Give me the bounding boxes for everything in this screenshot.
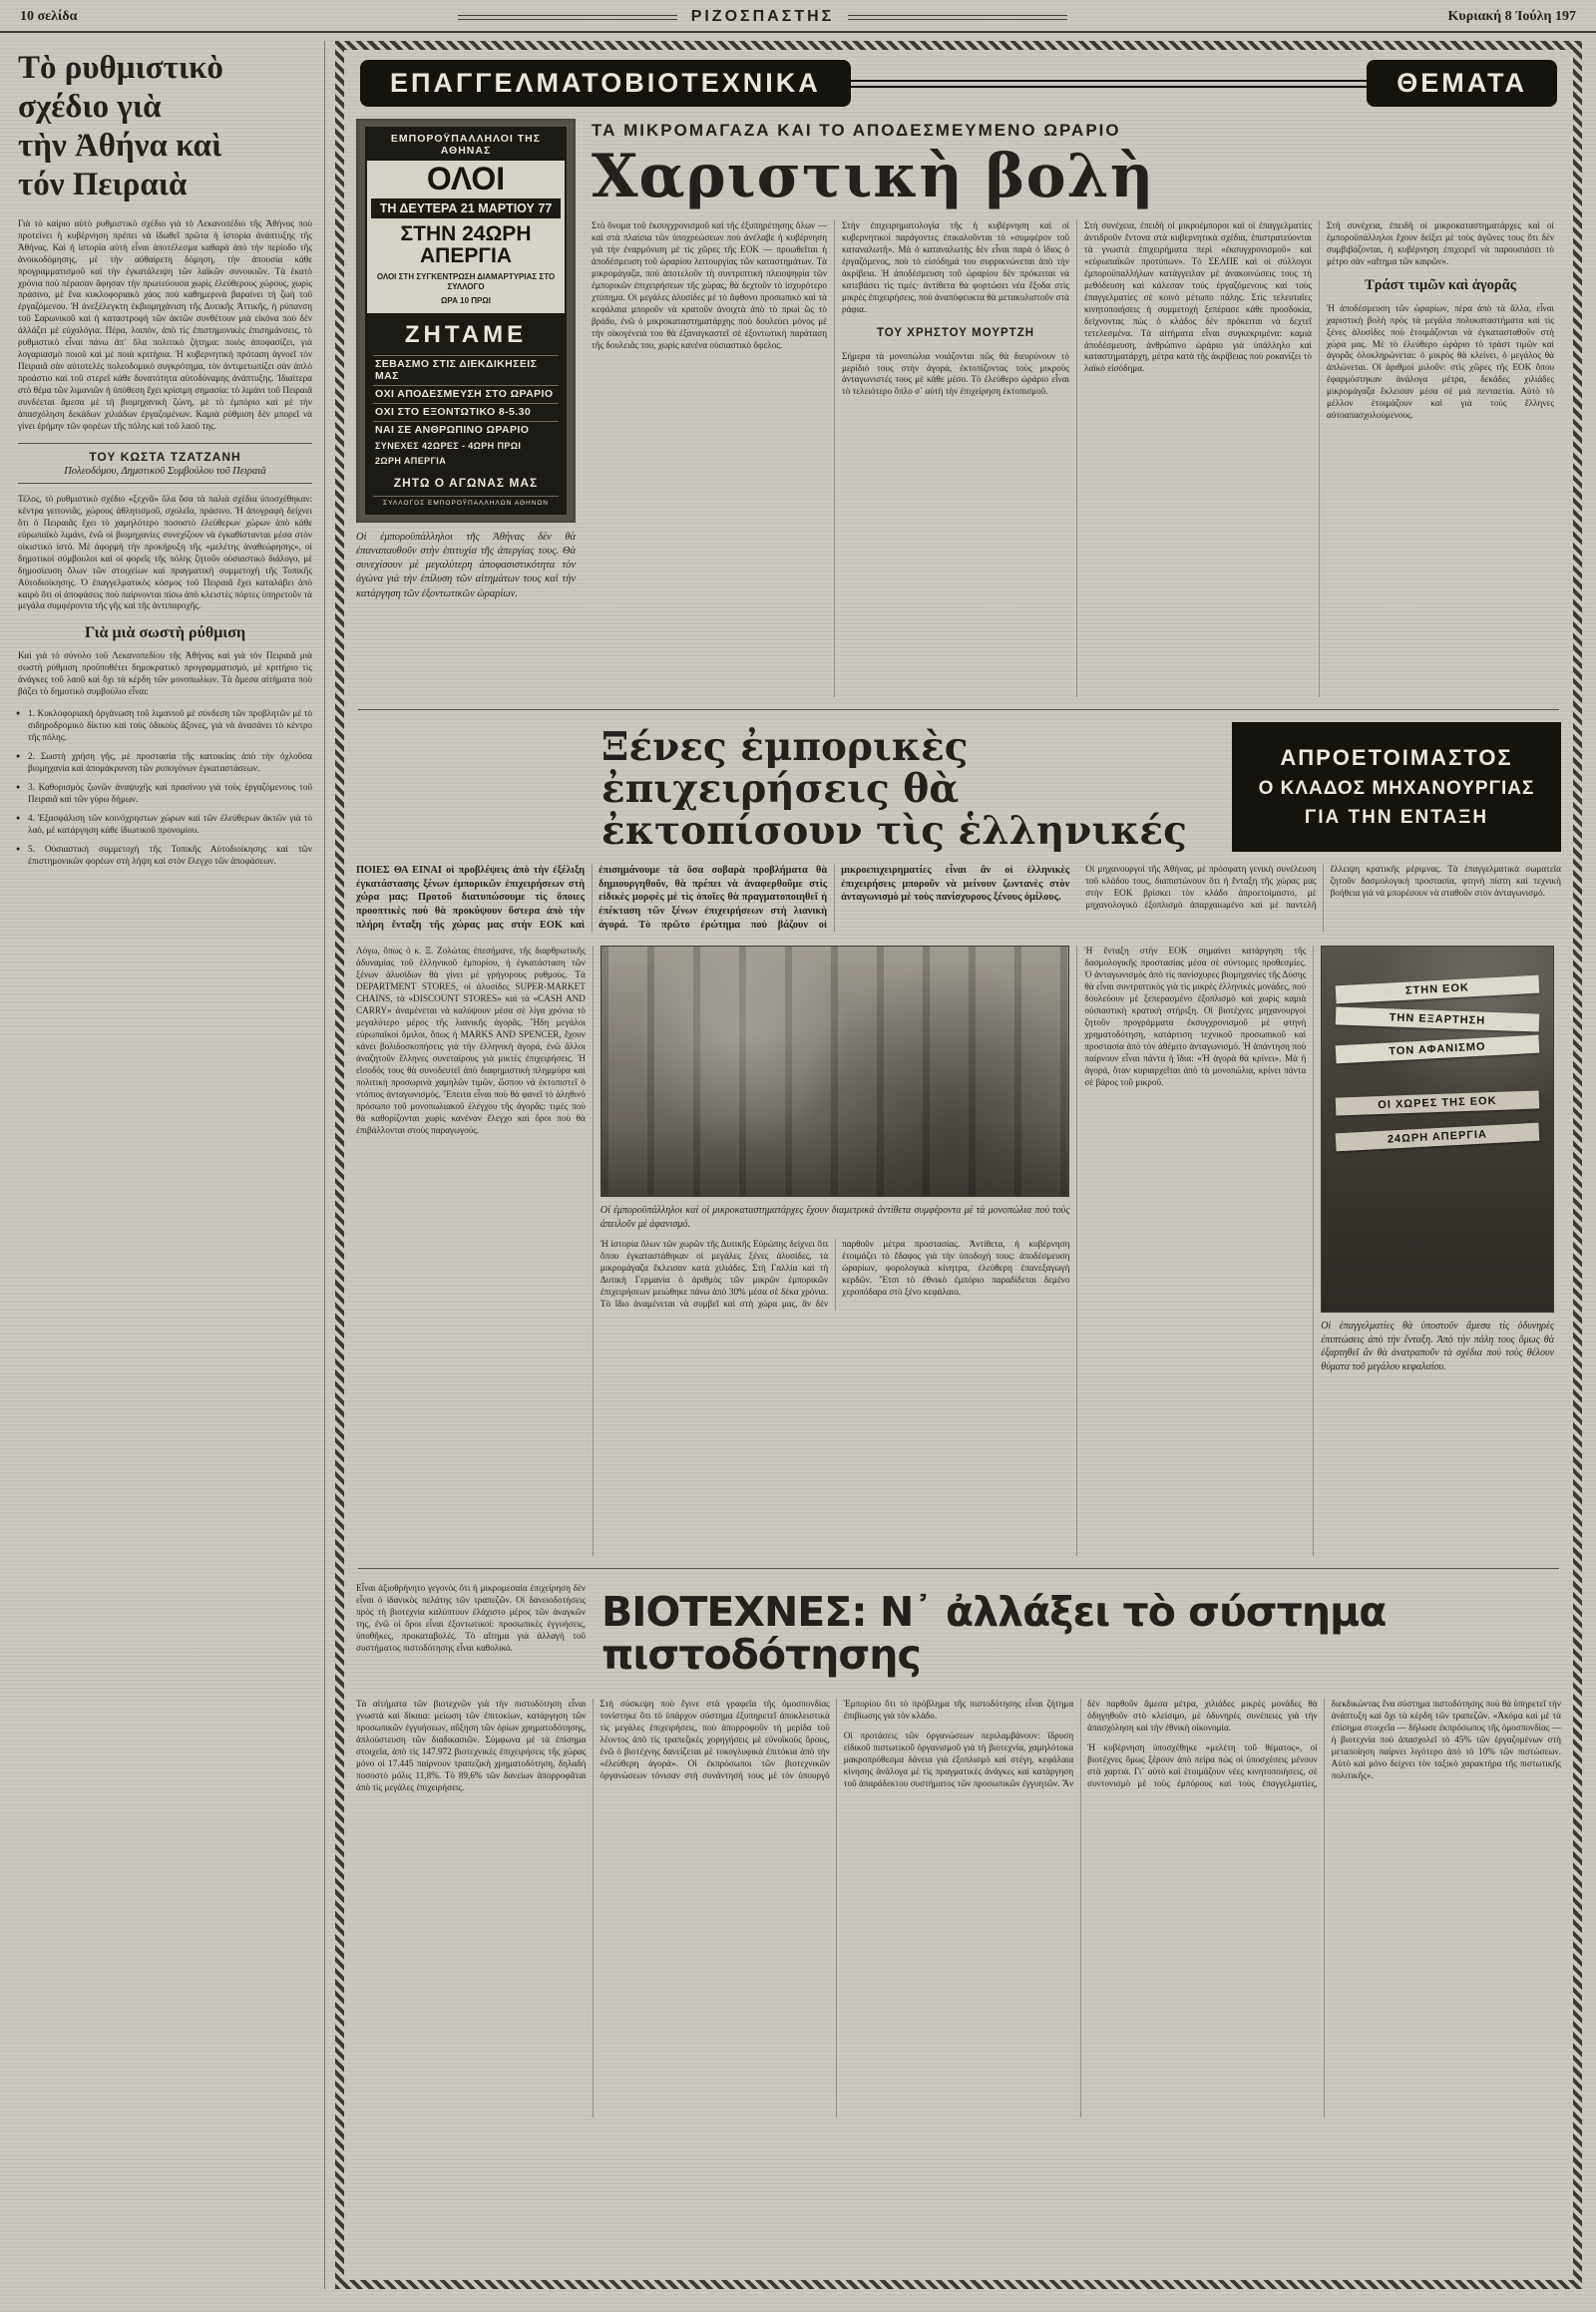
two-column-text [600,1239,1070,1311]
banner-right: ΘΕΜΑΤΑ [1367,60,1557,107]
body-text: Στὴ συνέχεια, ἐπειδὴ οἱ μικροκαταστηματάρχες καὶ οἱ ἐμποροϋπάλληλοι ἔχουν δείξει μὲ τοὺς ἀγῶνες τους ὅτι δὲν συμβιβάζονται, ἡ κυβέρνηση ἐπιχειρεῖ νὰ παρουσιάσει τὸ μέτρο σὰν «αἴτημα τῶν καιρῶν». [1327,220,1554,266]
foreign-article-header [356,722,1561,855]
banner-strip: ΤΗΝ ΕΞΑΡΤΗΣΗ [1336,1007,1539,1032]
foreign-article-lead: ΠΟΙΕΣ ΘΑ ΕΙΝΑΙ οἱ προβλέψεις ἀπὸ τὴν ἐξέλιξη ἐγκατάστασης ξένων ἐμπορικῶν ἐπιχειρήσεων στὴ χώρα μας; Προτοῦ διατυπώσουμε τὶς ὅποιες προοπτικὲς ποὺ θὰ προκύψουν ὕστερα ἀπὸ τὴν πλήρη ἔνταξη τῆς χώρας μας στὴν ΕΟΚ καὶ ἐπισημάνουμε τὰ ὅσα σοβαρὰ προβλήματα θὰ δημιουργηθοῦν, θὰ πρέπει νὰ ἀναφερθοῦμε στὶς εἰδικὲς μορφὲς μὲ τὶς ὁποῖες θὰ πραγματοποιηθεῖ ἡ ἐπέκταση τῶν ξένων ἐπιχειρήσεων στὴ λιανικὴ ἀγορά. Τὸ πρῶτο ἐρώτημα ποὺ βάζουν οἱ μικροεπιχειρηματίες εἶναι ἂν οἱ ἑλληνικὲς ἐπιχειρήσεις μποροῦν νὰ μείνουν ζωντανὲς στὸν ἀνταγωνισμὸ μὲ τοὺς πανίσχυρους ξένους ὁμίλους. [356,865,1070,931]
poster-date: ΤΗ ΔΕΥΤΕΡΑ 21 ΜΑΡΤΙΟΥ 77 [371,198,561,218]
poster-demand: ΟΧΙ ΣΤΟ ΕΞΟΝΤΩΤΙΚΟ 8-5.30 [373,403,559,421]
machinists-box [1232,722,1561,852]
article-column [356,946,593,1556]
body-text: Τὰ αἰτήματα τῶν βιοτεχνῶν γιὰ τὴν πιστοδότηση εἶναι γνωστὰ καὶ δίκαια: μείωση τῶν ἐπιτοκίων, κατάργηση τῶν προσωπικῶν ἐγγυήσεων, αὔξηση τῶν ὁρίων χρηματοδότησης, ἁπλούστευση τῶν διαδικασιῶν. Σύμφωνα μὲ τὰ ἐπίσημα στοιχεῖα, ἀπὸ τὶς 147.972 βιοτεχνικὲς ἐπιχειρήσεις τῆς χώρας μόνο οἱ 17.445 παίρνουν τραπεζικὴ χρηματοδότηση, δηλαδὴ ποσοστὸ μόλις 11,8%. Τὸ 89,6% τῶν δανείων ἀπορροφᾶται ἀπὸ τὶς μεγάλες ἐπιχειρήσεις. [356,1699,587,1792]
article-column-with-photo [1313,946,1561,1556]
strike-poster [365,127,567,515]
article-column [1319,220,1561,697]
poster-time-line: ΩΡΑ 10 ΠΡΩΙ [440,296,492,306]
left-article-body: Γιὰ τὸ καίριο αὐτὸ ρυθμιστικὸ σχέδιο γιὰ τὸ Λεκανοπέδιο τῆς Ἀθήνας ποὺ προτείνει ἡ κυβέρνηση πρέπει νὰ ἰδωθεῖ πρῶτα ἡ ἱστορία ἀνάπτυξης τῆς Ἀθήνας. Καὶ ἡ ἱστορία αὐτὴ εἶναι ἀποτέλεσμα καθαρὰ ἀπὸ τὴν περίοδο τῆς ἀνοικοδόμησης, μὲ τὴν αὐθαίρετη δόμηση, τὴν ἀπουσία κάθε προγραμματισμοῦ καὶ τὴν ἐγκατάλειψη τῶν λαϊκῶν συνοικιῶν. Τὰ ἑκατὸ χρόνια ποὺ πέρασαν ἄφησαν τὴν πρωτεύουσα χωρὶς ἐλεύθερους χώρους, χωρὶς πράσινο, μὲ ἕνα κυκλοφοριακὸ χάος ποὺ καθημερινὰ βαραίνει τὴ ζωὴ τοῦ ἐργαζόμενου. Ἡ ἀνεξέλεγκτη ἐκβιομηχάνιση τῆς Δυτικῆς Ἀττικῆς, ἡ ρύπανση τοῦ Σαρωνικοῦ καὶ ἡ καταστροφὴ τῶν ἀκτῶν συνθέτουν μιὰ εἰκόνα ποὺ δὲν ἀλλάζει μὲ εὐχολόγια. Πέρα, λοιπόν, ἀπὸ τὶς ἐπιστημονικὲς ἐπισημάνσεις, τὸ ρυθμιστικὸ εἶναι πάνω ἀπ᾿ ὅλα πολιτικὸ ζήτημα: ποιὸς ἀποφασίζει, γιὰ λογαριασμὸ ποιοῦ καὶ μὲ ποιὰ κριτήρια. Ἡ κυβερνητικὴ πρόταση ἀγνοεῖ τὸν Πειραιᾶ σὰν αὐτοτελὲς πολεοδομικὸ συγκρότημα, τὸν ἀντιμετωπίζει σὰν ἁπλὸ προάστιο καὶ τοῦ στερεῖ κάθε δυνατότητα αὐτοδύναμης ἀνάπτυξης. Ἰδιαίτερα στὸ θέμα τῶν λιμανιῶν ἡ ὑπόθεση ἔχει κρίσιμη σημασία: τὸ λιμάνι τοῦ Πειραιᾶ συνδέεται ἄμεσα μὲ τὴ βιομηχανικὴ ζώνη, μὲ τὸ ἐμπόριο καὶ μὲ τὴν ἀπασχόληση δεκάδων χιλιάδων ἐργαζομένων. Καμιὰ ρύθμιση δὲν μπορεῖ νὰ γίνει ἐρήμην τῶν φορέων τῆς πόλης καὶ τοῦ λαοῦ της. [18,217,312,431]
body-text: Στὴν ἐπιχειρηματολογία τῆς ἡ κυβέρνηση καὶ οἱ κυβερνητικοὶ παράγοντες ἐπικαλοῦνται τὸ «συμφέρον τοῦ καταναλωτῆ». Μὰ ὁ καταναλωτὴς δὲν εἶναι παρὰ ὁ ἴδιος ὁ ἐργαζόμενος, ποὺ τὸ εἰσόδημά του συρρικνώνεται ἀπὸ τὴν ἀκρίβεια. Ἡ ἀποδέσμευση τοῦ ὡραρίου δὲν πρόκειται νὰ κατεβάσει τὶς τιμές· ἀντίθετα θὰ φορτώσει νέα ἔξοδα στὶς μικρὲς ἐπιχειρήσεις, ποὺ ἀναπόφευκτα θὰ μετακυλιστοῦν στὰ ράφια. [842,220,1069,314]
left-article [14,41,325,2289]
section-banners [360,60,1557,107]
poster-gather-line: ΟΛΟΙ ΣΤΗ ΣΥΓΚΕΝΤΡΩΣΗ ΔΙΑΜΑΡΤΥΡΙΑΣ ΣΤΟ ΣΥΛΛΟΓΟ [376,271,556,292]
craft-article-header [356,1583,1561,1687]
body-text: Ἡ κυβέρνηση ὑποσχέθηκε «μελέτη τοῦ θέματος», οἱ βιοτέχνες ὅμως ξέρουν ἀπὸ πείρα πὼς οἱ ὑποσχέσεις μένουν στὰ χαρτιά. Γι᾿ αὐτὸ καὶ ἑτοιμάζουν νέες κινητοποιήσεις, σὲ συντονισμὸ μὲ τοὺς ἐμπόρους καὶ τοὺς ἐπαγγελματίες, διεκδικώντας ἕνα σύστημα πιστοδότησης ποὺ θὰ ὑπηρετεῖ τὴν ἀνάπτυξη καὶ ὄχι τὰ κέρδη τῶν τραπεζῶν. «Ἀκόμα καὶ μὲ τὰ ἐπίσημα στοιχεῖα — δήλωσε ἐκπρόσωπος τῆς ὁμοσπονδίας — ἡ βιοτεχνία ποὺ ἀπασχολεῖ τὸ 45% τῶν ἐργαζομένων στὴ μεταποίηση παίρνει λιγότερο ἀπὸ τὸ 10% τῶν πιστώσεων. Αὐτὸ καὶ μόνο δείχνει τὸν ταξικὸ χαρακτήρα τῆς πιστωτικῆς πολιτικῆς». [1087,1699,1561,1788]
box-line: ΑΠΡΟΕΤΟΙΜΑΣΤΟΣ [1280,745,1513,771]
poster-demand: 2ΩΡΗ ΑΠΕΡΓΙΑ [375,456,447,467]
main-article-columns [592,220,1561,697]
banner-divider [845,80,1374,88]
main-article-byline: ΤΟΥ ΧΡΗΣΤΟΥ ΜΟΥΡΤΖΗ [876,326,1035,339]
title-line: σχέδιο γιὰ [18,88,162,125]
title-line: τὴν Ἀθήνα καὶ [18,127,222,164]
foreign-article-headline: Ξένες ἐμπορικὲς ἐπιχειρήσεις θὰ ἐκτοπίσουν τὶς ἑλληνικές [601,724,1187,855]
poster-demand: ΣΕΒΑΣΜΟ ΣΤΙΣ ΔΙΕΚΔΙΚΗΣΕΙΣ ΜΑΣ [373,355,559,385]
poster-column [356,119,576,697]
byline-role: Πολεοδόμου, Δημοτικοῦ Συμβούλου τοῦ Πειραιᾶ [64,465,266,477]
article-column [1076,946,1313,1556]
box-line: ΓΙΑ ΤΗΝ ΕΝΤΑΞΗ [1304,807,1489,829]
building-banners-photo [1321,946,1554,1313]
list-item: ● 3. Καθορισμὸς ζωνῶν ἀναψυχῆς καὶ πρασίνου γιὰ τοὺς ἐργαζόμενους τοῦ Πειραιᾶ καὶ τῶν γύρω δήμων. [18,782,312,806]
section-divider [358,709,1559,710]
body-text: Ἡ ἔνταξη στὴν ΕΟΚ σημαίνει κατάργηση τῆς δασμολογικῆς προστασίας μέσα σὲ σύντομες προθεσμίες. Ὁ ἀνταγωνισμὸς ἀπὸ τὶς πανίσχυρες βιομηχανίες τῆς Δύσης θὰ εἶναι συντριπτικὸς γιὰ τὶς μικρὲς ἑλληνικὲς μονάδες, ποὺ δουλεύουν μὲ ξεπερασμένο ἐξοπλισμὸ καὶ χωρὶς καμιὰ οὐσιαστικὴ κρατικὴ στήριξη. Οἱ βιοτέχνες μηχανουργοὶ ζητοῦν προγράμματα ἐκσυγχρονισμοῦ μὲ φτηνὴ χρηματοδότηση, κατάρτιση τεχνικοῦ προσωπικοῦ καὶ προστασία ἀπὸ τὸν ἀθέμιτο ἀνταγωνισμό. Ἡ ἀπάντηση ποὺ παίρνουν εἶναι πάντα ἡ ἴδια: «Ἡ ἀγορὰ θὰ κρίνει». Μὰ ἡ ἀγορά, ὅταν κυριαρχεῖται ἀπὸ τὰ μονοπώλια, κρίνει πάντα σὲ βάρος τοῦ μικροῦ. [1084,946,1307,1087]
page-number-label: 10 σελίδα [20,9,78,24]
left-article-byline [18,443,312,484]
main-article-headline: Χαριστικὴ βολὴ [592,142,1155,211]
craft-article-headline: ΒΙΟΤΕΧΝΕΣ: Ν᾿ ἀλλάξει τὸ σύστημα πιστοδότησης [601,1588,1387,1680]
poster-caption: Οἱ ἐμποροϋπάλληλοι τῆς Ἀθήνας δὲν θὰ ἐπαναπαυθοῦν στὴν ἐπιτυχία τῆς ἀπεργίας τους. Θὰ συνεχίσουν μὲ μεγαλύτερη ἀποφασιστικότητα τὸν ἀγώνα γιὰ τὴν ἐπίλυση τῶν αἰτημάτων τους καὶ τὴν κατάργηση τῶν ἐξοντωτικῶν ὡραρίων. [356,531,576,599]
body-text: Σήμερα τὰ μονοπώλια νοιάζονται πῶς θὰ διευρύνουν τὸ μερίδιό τους στὴν ἀγορά, ἐκτοπίζοντας τοὺς μικροὺς ἀνταγωνιστές τους μὲ κάθε μέσο. Τὸ ἐλεύθερο ὡράριο εἶναι τὸ τελειότερο ὅπλο σ᾿ αὐτὴ τὴν ἐπιχείρηση ἐκτοπισμοῦ. [842,350,1069,397]
poster-demands-block [367,313,565,513]
page-content [0,33,1596,2289]
foreign-article-body [356,946,1561,1556]
page-header [0,0,1596,33]
foreign-article-lead-row [356,864,1561,932]
masthead: ΡΙΖΟΣΠΑΣΤΗΣ [458,8,1068,26]
main-article [356,119,1561,697]
poster-footer: ΣΥΛΛΟΓΟΣ ΕΜΠΟΡΟΫΠΑΛΛΗΛΩΝ ΑΘΗΝΩΝ [373,496,559,507]
column-spacer [356,722,586,852]
title-line: τόν Πειραιὰ [18,166,188,202]
poster-demand: ΝΑΙ ΣΕ ΑΝΘΡΩΠΙΝΟ ΩΡΑΡΙΟ [373,421,559,439]
left-article-body: Τέλος, τὸ ρυθμιστικὸ σχέδιο «ξεχνᾶ» ὅλα ὅσα τὰ παλιὰ σχέδια ὑποσχέθηκαν: κέντρα γειτονιᾶς, χώρους ἀθλητισμοῦ, σχολεῖα, πράσινο. Ἡ ἀπογραφὴ δείχνει ὅτι ὁ Πειραιᾶς ἔχει τὸ χαμηλότερο ποσοστὸ ἐλεύθερων χώρων ἀπὸ κάθε εὐρωπαϊκὸ λιμάνι, ἐνῶ οἱ βιομηχανίες συνεχίζουν νὰ ἐγκαθίστανται μέσα στὸν οἰκιστικὸ ἱστό. Μὲ ἀφορμὴ τὴν προκήρυξη τῆς «μελέτης ἀναθεώρησης», οἱ δημοτικοὶ σύμβουλοι καὶ οἱ φορεῖς τῆς πόλης ζητοῦν οὐσιαστικὸ διάλογο, μὲ δημοσίευση ὅλων τῶν στοιχείων καὶ πραγματικὴ συμμετοχὴ τῆς Τοπικῆς Αὐτοδιοίκησης. Ὁ ἐπαγγελματικὸς κόσμος τοῦ Πειραιᾶ ἔχει καταλάβει ἀπὸ καιρὸ ὅτι οἱ ἀποφάσεις ποὺ παίρνονται πίσω ἀπὸ κλειστὲς πόρτες ὑπηρετοῦν τὰ μεγάλα συμφέροντα τῆς γῆς καὶ τῆς ἀντιπαροχῆς. [18,493,312,611]
article-column [834,220,1076,697]
poster-demand: ΟΧΙ ΑΠΟΔΕΣΜΕΥΣΗ ΣΤΟ ΩΡΑΡΙΟ [373,385,559,403]
body-text: Λόγω, ὅπως ὁ κ. Ξ. Ζολώτας ἐπεσήμανε, τῆς διαρθρωτικῆς ἀδυναμίας τοῦ ἑλληνικοῦ ἐμπορίου, ἡ ἐγκατάσταση τῶν ξένων ἁλυσίδων θὰ γίνει μὲ γρήγορους ρυθμούς. Τὰ DEPARTMENT STORES, οἱ ἁλυσίδες SUPER-MARKET CHAINS, τὰ «DISCOUNT STORES» καὶ τὰ «CASH AND CARRY» ἀναμένεται νὰ καλύψουν μέσα σὲ λίγα χρόνια τὸ μεγαλύτερο μέρος τῆς λιανικῆς ἀγορᾶς. Ἤδη μεγάλοι εὐρωπαϊκοὶ ὅμιλοι, ὅπως ἡ MARKS AND SPENCER, ἔχουν κάνει βολιδοσκοπήσεις γιὰ τὴν ἑλληνικὴ ἀγορά, ἐνῶ ἄλλοι ἀναζητοῦν ἕλληνες συνεταίρους γιὰ μικτὲς ἐπιχειρήσεις. Ἡ εἴσοδός τους θὰ συνοδευτεῖ ἀπὸ διαφημιστικὴ πλημμύρα καὶ πολιτικὴ προσωρινὰ χαμηλῶν τιμῶν, ὥσπου νὰ ἐκτοπιστεῖ ὁ ντόπιος ἀνταγωνισμός. Ἔπειτα εἶναι ποὺ θὰ φανεῖ τὸ ἀληθινὸ πρόσωπο τοῦ μονοπωλιακοῦ ἐλέγχου τῆς ἀγορᾶς: τιμὲς ποὺ θὰ καθορίζονται χωρὶς κανέναν ἔλεγχο καὶ ὅροι ποὺ θὰ ἐπιβάλλονται στοὺς παραγωγούς. [356,946,586,1135]
list-item: ● 5. Οὐσιαστικὴ συμμετοχὴ τῆς Τοπικῆς Αὐτοδιοίκησης καὶ τῶν ἐπιστημονικῶν φορέων στὴ λήψη καὶ στὸν ἔλεγχο τῶν ἀποφάσεων. [18,844,312,868]
banner-strip: 24ΩΡΗ ΑΠΕΡΓΙΑ [1336,1123,1540,1152]
banner-strip: ΣΤΗΝ ΕΟΚ [1336,975,1540,1004]
list-item: ● 2. Σωστὴ χρήση γῆς, μὲ προστασία τῆς κατοικίας ἀπὸ τὴν ὀχλοῦσα βιομηχανία καὶ ἀπομάκρυνση τῶν ρυπογόνων ἐγκαταστάσεων. [18,751,312,775]
body-text: Οἱ προτάσεις τῶν ὀργανώσεων περιλαμβάνουν: ἵδρυση εἰδικοῦ πιστωτικοῦ ὀργανισμοῦ γιὰ τὴ βιοτεχνία, χαμηλότοκα μακροπρόθεσμα δάνεια γιὰ ἐξοπλισμὸ καὶ στέγη, κεφάλαια κίνησης ἀνάλογα μὲ τὶς πραγματικὲς ἀνάγκες καὶ κατάργηση τοῦ ἀπαράδεκτου συστήματος τῶν προσωπικῶν ἐγγυητῶν. Ἂν δὲν παρθοῦν ἄμεσα μέτρα, χιλιάδες μικρὲς μονάδες θὰ ὁδηγηθοῦν στὸ κλείσιμο, μὲ ὀδυνηρὲς συνέπειες γιὰ τὴν ἀπασχόληση καὶ τὴν ἐθνικὴ οἰκονομία. [843,1699,1318,1788]
main-article-right [592,119,1561,697]
main-article-subhead: Τράστ τιμῶν καὶ ἀγορᾶς [1365,276,1516,293]
article-column [592,220,834,697]
left-article-title [18,49,312,204]
machinists-box-column: Οἱ μηχανουργοὶ τῆς Ἀθήνας, μὲ πρόσφατη γενικὴ συνέλευση τοῦ κλάδου τους, διαπιστώνουν ὅτι ἡ ἔνταξη τῆς χώρας μας στὴν ΕΟΚ βρίσκει τὸν κλάδο ἀπροετοίμαστο, μὲ μηχανολογικὸ ἐξοπλισμὸ ἀπαρχαιωμένο καὶ μὲ παντελῆ ἔλλειψη κρατικῆς μέριμνας. Τὰ ἐπαγγελματικὰ σωματεῖα ζητοῦν δασμολογικὴ προστασία, φτηνὴ πίστη καὶ τεχνικὴ βοήθεια γιὰ νὰ μπορέσουν νὰ σταθοῦν στὸν ἀνταγωνισμό. [1085,864,1561,911]
body-text: Ἡ ἱστορία ὅλων τῶν χωρῶν τῆς Δυτικῆς Εὐρώπης δείχνει ὅτι ὅπου ἐγκαταστάθηκαν οἱ μεγάλες ξένες ἁλυσίδες, τὰ μικρομάγαζα ἔκλεισαν κατὰ χιλιάδες. Στὴ Γαλλία καὶ τὴ Δυτικὴ Γερμανία ὁ ἀριθμὸς τῶν μικρῶν ἐμπορικῶν ἐπιχειρήσεων μειώθηκε πάνω ἀπὸ 30% μέσα σὲ δέκα χρόνια. Τὸ ἴδιο ἀναμένεται νὰ συμβεῖ καὶ στὴ χώρα μας, ἂν δὲν παρθοῦν μέτρα προστασίας. Ἀντίθετα, ἡ κυβέρνηση ἑτοιμάζει τὸ ἔδαφος γιὰ τὴν ὑποδοχή τους: ἀποδέσμευση ὡραρίων, φορολογικὰ κίνητρα, ἐλεύθερη ἐπανεξαγωγὴ κερδῶν. Ἔτσι τὸ ἐθνικὸ ἐμπόριο παραδίδεται δεμένο χεροπόδαρα στὸ ξένο κεφάλαιο. [599,1239,1070,1309]
left-article-body: Καὶ γιὰ τὸ σύνολο τοῦ Λεκανοπεδίου τῆς Ἀθήνας καὶ γιὰ τὸν Πειραιᾶ μιὰ σωστὴ ρύθμιση προϋποθέτει δημοκρατικὸ προγραμματισμό, μὲ κριτήριο τὶς ἀνάγκες τοῦ λαοῦ καὶ ὄχι τὰ κέρδη τῶν μονοπωλίων. Τὰ ἄμεσα αἰτήματα ποὺ βάζει τὸ δημοτικὸ συμβούλιο εἶναι: [18,650,312,697]
street-photo [600,946,1070,1197]
byline-name: ΤΟΥ ΚΩΣΤΑ ΤΖΑΤΖΑΝΗ [89,449,241,464]
list-item: ● 1. Κυκλοφοριακὴ ὀργάνωση τοῦ λιμανιοῦ μὲ σύνδεση τῶν προβλητῶν μὲ τὸ σιδηροδρομικὸ δίκτυο καὶ τοὺς ὁδικοὺς ἄξονες, γιὰ νὰ ἀνασάνει τὸ κέντρο τῆς πόλης. [18,708,312,744]
left-article-demands-list [18,708,312,867]
page-date: Κυριακή 8 Ἰούλη 197 [1447,9,1576,24]
foreign-article [356,722,1561,1556]
poster-demand: ΣΥΝΕΧΕΣ 42ΩΡΕΣ - 4ΩΡΗ ΠΡΩΙ [375,441,522,452]
poster-header: ΕΜΠΟΡΟΫΠΑΛΛΗΛΟΙ ΤΗΣ ΑΘΗΝΑΣ [367,129,565,161]
main-article-kicker: ΤΑ ΜΙΚΡΟΜΑΓΑΖΑ ΚΑΙ ΤΟ ΑΠΟΔΕΣΜΕΥΜΕΝΟ ΩΡΑΡΙΟ [592,121,1121,140]
article-column: Εἶναι ἀξιοθρήνητο γεγονὸς ὅτι ἡ μικρομεσαία ἐπιχείρηση δὲν εἶναι ὁ ἰδανικὸς πελάτης τῶν τραπεζῶν. Οἱ δανειοδοτήσεις πρὸς τὴ βιοτεχνία καλύπτουν ἐλάχιστο μέρος τῶν ἀναγκῶν της, ἐνῶ οἱ ὅροι εἶναι ἐξοντωτικοί: προσωπικὲς ἐγγυήσεις, ὑποθῆκες, προκαταβολές. Τὸ αἴτημα γιὰ ἀλλαγὴ τοῦ συστήματος πιστοδότησης εἶναι καθολικό. [356,1583,586,1653]
left-article-subhead: Γιὰ μιὰ σωστὴ ρύθμιση [84,624,246,642]
poster-zitame: ΖΗΤΑΜΕ [404,320,528,348]
poster-strike-line: ΣΤΗΝ 24ΩΡΗ ΑΠΕΡΓΙΑ [400,221,532,267]
list-item: ● 4. Ἐξασφάλιση τῶν κοινόχρηστων χώρων καὶ τῶν ἐλεύθερων ἀκτῶν γιὰ τὸ λαό, μὲ κατάργηση κάθε ἰδιωτικοῦ προνομίου. [18,813,312,837]
banner-left: ΕΠΑΓΓΕΛΜΑΤΟΒΙΟΤΕΧΝΙΚΑ [360,60,851,107]
craft-article [356,1583,1561,2118]
banner-strip: ΤΟΝ ΑΦΑΝΙΣΜΟ [1336,1035,1540,1064]
article-column [1076,220,1319,697]
section-divider [358,1568,1559,1569]
banner-strip: ΟΙ ΧΩΡΕΣ ΤΗΣ ΕΟΚ [1336,1091,1539,1116]
article-column-with-photo [593,946,1077,1556]
professional-section [335,41,1582,2289]
strike-poster-photo [356,119,576,523]
body-text: Στὴ συνέχεια, ἐπειδὴ οἱ μικροέμποροι καὶ οἱ ἐπαγγελματίες ἀντιδροῦν ἔντονα στὰ κυβερνητικὰ σχέδια, ἐπιστρατεύονται τὰ γνωστὰ ἐπιχειρήματα περὶ «ἐκσυγχρονισμοῦ» καὶ «εὐρωπαϊκῶν προτύπων». Τὸ ΣΕΛΠΕ καὶ οἱ σύλλογοι ἐμποροϋπαλλήλων κατάγγειλαν μὲ ἀνακοινώσεις τους τὴ μεθόδευση καὶ κάλεσαν τοὺς ἐργαζόμενους καὶ τοὺς ἐπαγγελματίες σὲ κοινὸ μέτωπο πάλης. Στὶς τελευταῖες κινητοποιήσεις ἡ συμμετοχὴ ξεπέρασε κάθε προσδοκία, δείχνοντας πὼς ὁ κλάδος δὲν πρόκειται νὰ δεχτεῖ τετελεσμένα. Τὰ αἰτήματα εἶναι συγκεκριμένα: καμιὰ ἀποδέσμευση, ἀνθρώπινο ὡράριο γιὰ ὑπάλληλο καὶ καταστηματάρχη, μέτρα κατὰ τῆς ἀκρίβειας ποὺ ροκανίζει τὸ λαϊκὸ εἰσόδημα. [1084,220,1312,374]
craft-article-body [356,1699,1561,2118]
street-photo-caption: Οἱ ἐμποροϋπάλληλοι καὶ οἱ μικροκαταστηματάρχες ἔχουν διαμετρικὰ ἀντίθετα συμφέροντα μὲ τὰ μονοπώλια ποὺ τοὺς ἀπειλοῦν μὲ ἀφανισμό. [599,1205,1070,1230]
box-line: Ο ΚΛΑΔΟΣ ΜΗΧΑΝΟΥΡΓΙΑΣ [1258,778,1535,800]
poster-zito: ΖΗΤΩ Ο ΑΓΩΝΑΣ ΜΑΣ [393,475,539,490]
body-text: Στὸ ὄνομα τοῦ ἐκσυγχρονισμοῦ καὶ τῆς ἐξυπηρέτησης ὅλων — καὶ στὰ πλαίσια τῶν ὑποχρεώσεων ποὺ ἀνέλαβε ἡ κυβέρνηση γιὰ τὴν ἐναρμόνιση μὲ τὶς χῶρες τῆς ΕΟΚ — προωθεῖται ἡ ἀποδέσμευση τοῦ ὡραρίου λειτουργίας τῶν καταστημάτων. Τὰ μικρομάγαζα, ποὺ ἀποτελοῦν τὴ συντριπτικὴ πλειοψηφία τῶν ἐμπορικῶν ἐπιχειρήσεων τῆς χώρας, θὰ δεχτοῦν τὸ ἰσχυρότερο χτύπημα. Οἱ μεγάλες ἁλυσίδες μὲ τὸ ἄφθονο προσωπικὸ καὶ τὰ κεφάλαια μποροῦν νὰ κρατοῦν ἀνοιχτὰ ἀπὸ τὸ πρωὶ ὣς τὸ βράδυ, ἐνῶ ὁ μικροκαταστηματάρχης ποὺ δουλεύει μόνος μὲ τὴν οἰκογένειά του θὰ ἐξαναγκαστεῖ σὲ ἐξοντωτικὴ παράταση τῆς δουλειᾶς του, χωρὶς κανένα οὐσιαστικὸ ὄφελος. [592,220,827,350]
title-line: Τὸ ρυθμιστικὸ [18,50,223,86]
body-text: Ἡ ἀποδέσμευση τῶν ὡραρίων, πέρα ἀπὸ τὰ ἄλλα, εἶναι χαριστικὴ βολὴ πρὸς τὰ μεγάλα πολυκαταστήματα καὶ τὶς ξένες ἁλυσίδες ποὺ ἑτοιμάζονται νὰ ἐγκατασταθοῦν στὴ χώρα μας. Μὲ τὸ ἐλεύθερο ὡράριο τὸ τρὰστ τιμῶν καὶ ἀγορᾶς ὁλοκληρώνεται: ὁ μικρὸς θὰ κλείνει, ὁ μεγάλος θὰ ἁπλώνεται. Οἱ ἀριθμοὶ μιλοῦν: στὶς χῶρες τῆς ΕΟΚ ὅπου ἐφαρμόστηκαν ἀνάλογα μέτρα, δεκάδες χιλιάδες μικρομάγαζα ἔκλεισαν μέσα σὲ μιὰ πενταετία. Αὐτὸ τὸ μέλλον ἑτοιμάζουν καὶ γιὰ τοὺς ἕλληνες αὐτοαπασχολούμενους. [1327,302,1554,421]
poster-oloi: ΟΛΟΙ [426,161,506,196]
body-text: Στὴ σύσκεψη ποὺ ἔγινε στὰ γραφεῖα τῆς ὁμοσπονδίας τονίστηκε ὅτι τὸ ὑπάρχον σύστημα ἐξυπηρετεῖ ἀποκλειστικὰ τὶς μεγάλες ἐπιχειρήσεις, ποὺ ἀπορροφοῦν τὴ μερίδα τοῦ λέοντος ἀπὸ τὶς τραπεζικὲς χορηγήσεις μὲ εὐνοϊκοὺς ὅρους, ἐνῶ ὁ βιοτέχνης δανείζεται μὲ τοκογλυφικὰ ἐπιτόκια ἀπὸ τὴν «ἐλεύθερη ἀγορά». Οἱ ἐκπρόσωποι τῶν βιοτεχνικῶν ὀργανώσεων τόνισαν στὴ συνάντησή τους μὲ τὸν ὑπουργὸ Ἐμπορίου ὅτι τὸ πρόβλημα τῆς πιστοδότησης εἶναι ζήτημα ἐπιβίωσης γιὰ τὸν κλάδο. [599,1699,1074,1780]
building-photo-caption: Οἱ ἐπαγγελματίες θὰ ὑποστοῦν ἄμεσα τὶς ὀδυνηρὲς ἐπιπτώσεις ἀπὸ τὴν ἔνταξη. Ἀπὸ τὴν πάλη τους ὅμως θὰ ἐξαρτηθεῖ ἂν θὰ ἀνατραποῦν τὰ σχέδια ποὺ τοὺς θέλουν θύματα τοῦ μεγάλου κεφαλαίου. [1321,1321,1554,1372]
